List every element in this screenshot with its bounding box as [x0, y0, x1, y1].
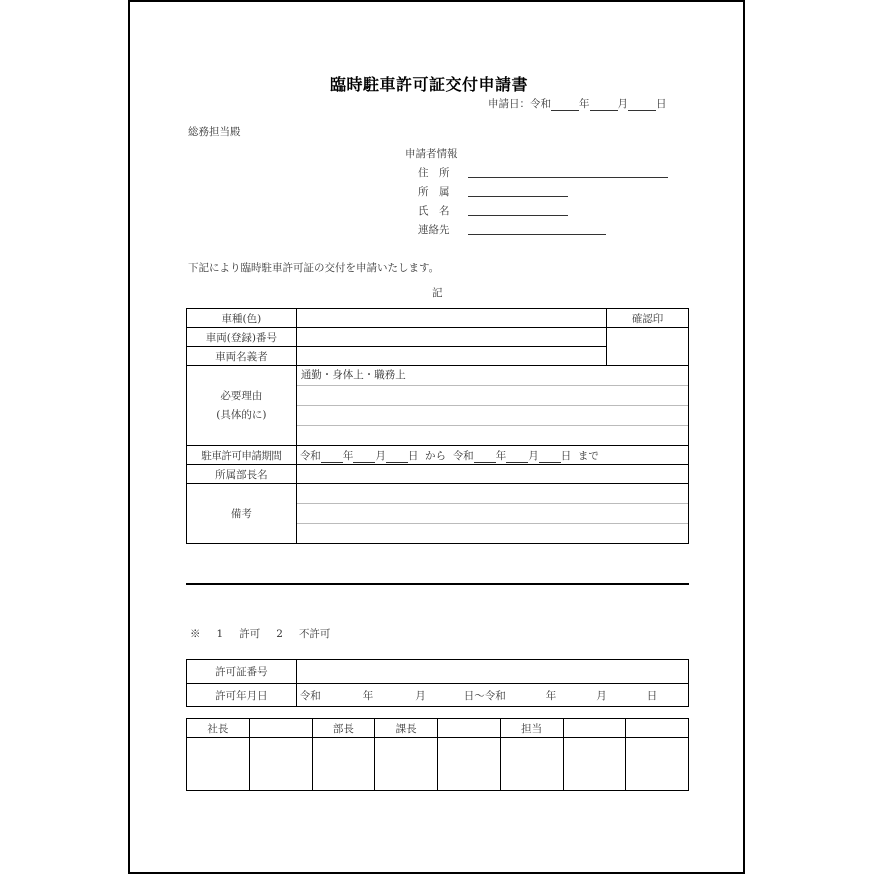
stamp-box-manager[interactable]: [312, 738, 375, 791]
option-permit[interactable]: 許可: [239, 628, 261, 640]
address-line[interactable]: [468, 177, 668, 178]
staff-label: 担当: [500, 719, 563, 738]
remarks-field[interactable]: [296, 484, 688, 544]
note-mark: ※: [190, 628, 201, 640]
confirm-stamp-box[interactable]: [607, 328, 689, 366]
application-form-table: [186, 308, 689, 544]
owner-field[interactable]: [296, 347, 606, 366]
option-2-number: 2: [276, 628, 283, 640]
permit-day-tilde: 日〜令和: [463, 689, 506, 702]
remarks-line-1[interactable]: [297, 484, 688, 504]
remarks-line-3[interactable]: [297, 524, 688, 543]
period-day-2: 日: [560, 449, 572, 462]
car-type-label: 車種(色): [187, 309, 297, 328]
name-line[interactable]: [468, 215, 568, 216]
contact-line[interactable]: [468, 234, 606, 235]
owner-label: 車両名義者: [187, 347, 297, 366]
ki-mark: 記: [432, 287, 443, 299]
approval-header-blank-2: [438, 719, 501, 738]
dept-head-label: 所属部長名: [187, 465, 297, 484]
period-day-blank-2[interactable]: [539, 451, 561, 463]
car-type-field[interactable]: [296, 309, 606, 328]
period-label: 駐車許可申請期間: [187, 446, 297, 465]
stamp-box-staff[interactable]: [500, 738, 563, 791]
permit-table: [186, 659, 689, 707]
section-chief-label: 課長: [375, 719, 438, 738]
permit-month-1: 月: [415, 689, 426, 702]
stamp-box-section-chief[interactable]: [375, 738, 438, 791]
addressee: 総務担当殿: [188, 126, 241, 138]
confirm-stamp-label: 確認印: [607, 309, 689, 328]
stamp-box-7[interactable]: [563, 738, 626, 791]
reason-label-line2: (具体的に): [216, 408, 267, 421]
page-title: 臨時駐車許可証交付申請書: [330, 75, 529, 94]
remarks-line-2[interactable]: [297, 504, 688, 524]
approval-header-blank-4: [626, 719, 689, 738]
intro-text: 下記により臨時駐車許可証の交付を申請いたします。: [188, 262, 440, 274]
reason-line-2[interactable]: [297, 386, 688, 406]
date-day-unit: 日: [656, 98, 667, 110]
date-month-unit: 月: [617, 98, 628, 110]
period-day-blank-1[interactable]: [386, 451, 408, 463]
remarks-label: 備考: [187, 484, 297, 544]
period-month-2: 月: [528, 449, 539, 462]
date-label: 申請日：令和: [488, 98, 551, 110]
date-year-blank[interactable]: [551, 99, 579, 111]
reason-line-3[interactable]: [297, 406, 688, 426]
permit-no-field[interactable]: [296, 660, 688, 684]
period-year-1: 年: [342, 449, 354, 462]
approval-stamp-table: [186, 718, 689, 791]
dept-line[interactable]: [468, 196, 568, 197]
option-1-number: 1: [216, 628, 224, 640]
date-year-unit: 年: [579, 98, 590, 110]
application-date: [488, 96, 667, 111]
date-day-blank[interactable]: [628, 99, 656, 111]
reason-field[interactable]: [296, 366, 688, 446]
stamp-box-8[interactable]: [626, 738, 689, 791]
contact-label: 連絡先: [418, 224, 450, 236]
reason-line-4[interactable]: [297, 426, 688, 445]
president-label: 社長: [187, 719, 250, 738]
date-month-blank[interactable]: [590, 99, 618, 111]
permit-day-2: 日: [646, 689, 658, 702]
reason-label: [187, 366, 297, 446]
permit-no-label: 許可証番号: [187, 660, 297, 684]
stamp-box-5[interactable]: [438, 738, 501, 791]
name-label: 氏 名: [418, 205, 450, 217]
permit-month-2: 月: [596, 689, 607, 702]
separator-line: [186, 583, 689, 585]
permit-year-2: 年: [545, 689, 557, 702]
period-month-1: 月: [375, 449, 386, 462]
stamp-box-president[interactable]: [187, 738, 250, 791]
plate-label: 車両(登録)番号: [187, 328, 297, 347]
permit-year-1: 年: [362, 689, 374, 702]
approval-header-blank-1: [249, 719, 312, 738]
period-reiwa-1: 令和: [299, 449, 321, 462]
plate-field[interactable]: [296, 328, 606, 347]
reason-options: 通勤・身体上・職務上: [297, 366, 688, 386]
permit-reiwa-1: 令和: [299, 689, 321, 702]
reason-label-line1: 必要理由: [220, 389, 263, 402]
period-year-2: 年: [495, 449, 507, 462]
period-month-blank-2[interactable]: [506, 451, 528, 463]
period-month-blank-1[interactable]: [353, 451, 375, 463]
period-year-blank-2[interactable]: [474, 451, 496, 463]
dept-head-field[interactable]: [296, 465, 688, 484]
address-label: 住 所: [418, 167, 450, 179]
period-until: まで: [577, 449, 599, 462]
decision-options: [190, 626, 330, 641]
period-reiwa-2: 令和: [452, 449, 474, 462]
applicant-heading: 申請者情報: [405, 148, 458, 160]
manager-label: 部長: [312, 719, 375, 738]
period-field[interactable]: [296, 446, 688, 465]
option-deny[interactable]: 不許可: [298, 628, 331, 640]
stamp-box-2[interactable]: [249, 738, 312, 791]
period-year-blank-1[interactable]: [321, 451, 343, 463]
permit-date-label: 許可年月日: [187, 684, 297, 707]
approval-header-blank-3: [563, 719, 626, 738]
period-from: から: [425, 449, 446, 462]
dept-label: 所 属: [418, 186, 450, 198]
period-day-1: 日: [407, 449, 419, 462]
permit-date-field[interactable]: [296, 684, 688, 707]
